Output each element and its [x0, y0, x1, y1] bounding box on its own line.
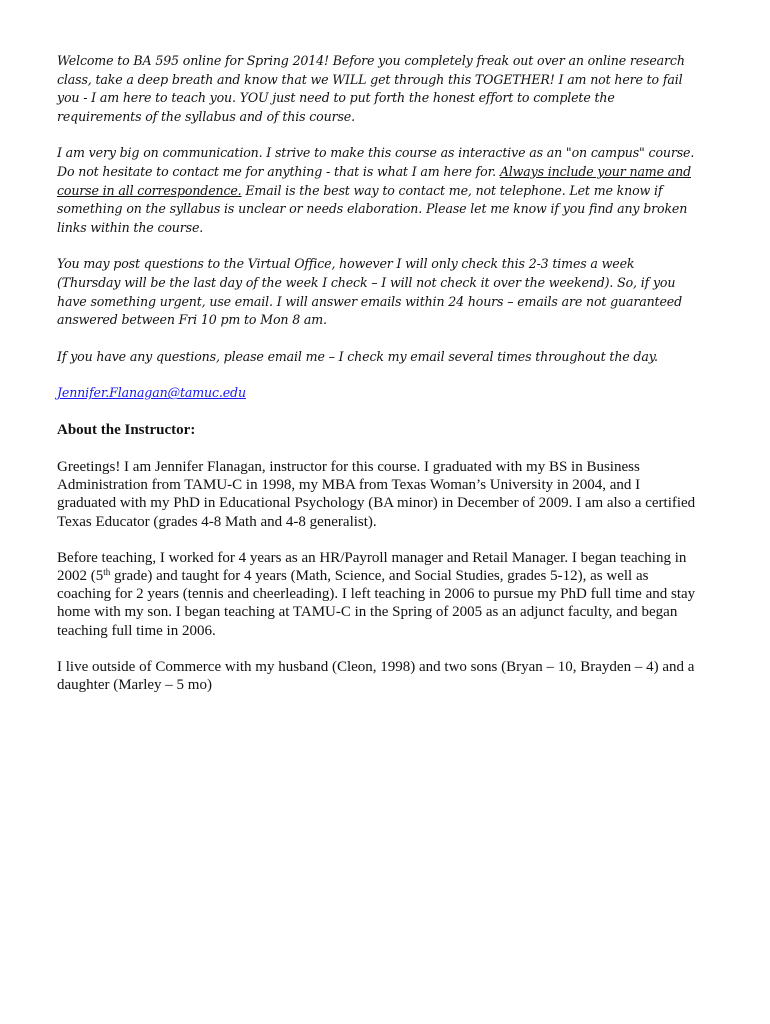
teaching-text-start: Before teaching, I worked for 4 years as an HR/Payroll manager and Retail Manager. I began teaching in 2002 (5 [57, 549, 687, 584]
communication-text-end: Email is the best way to contact me, not telephone. Let me know if something on the syllabus is unclear or needs elaboration. Please let me know if you find any broken links within the course. [57, 182, 688, 235]
communication-paragraph [57, 144, 697, 237]
ordinal-superscript: th [103, 566, 111, 577]
about-instructor-heading: About the Instructor: [57, 421, 196, 438]
instructor-email-link[interactable]: Jennifer.Flanagan@tamuc.edu [57, 385, 246, 401]
questions-paragraph: If you have any questions, please email me – I check my email several times throughout the day. [57, 348, 658, 364]
email-paragraph [57, 384, 697, 403]
welcome-paragraph: Welcome to BA 595 online for Spring 2014! Before you completely freak out over an online research class, take a deep breath and know that we WILL get through this TOGETHER! I am not here to fail you - I am here to teach you. YOU just need to put forth the honest effort to complete the requirements of the syllabus and of this course. [57, 53, 685, 124]
virtual-office-paragraph: You may post questions to the Virtual Office, however I will only check this 2-3 times a week (Thursday will be the last day of the week I check – I will not check it over the weekend). So, if you have something urgent, use email. I will answer emails within 24 hours – emails are not guaranteed answered between Fri 10 pm to Mon 8 am. [57, 256, 682, 328]
document-page [57, 52, 697, 712]
teaching-paragraph [57, 549, 697, 640]
teaching-text-end: grade) and taught for 4 years (Math, Science, and Social Studies, grades 5-12), as well as coaching for 2 years (tennis and cheerleading). I left teaching in 2006 to pursue my PhD full time and stay home with my son. I began teaching at TAMU-C in the Spring of 2005 as an adjunct faculty, and began teaching full time in 2006. [57, 567, 696, 639]
family-paragraph: I live outside of Commerce with my husband (Cleon, 1998) and two sons (Bryan – 10, Brayden – 4) and a daughter (Marley – 5 mo) [57, 658, 695, 693]
greetings-paragraph: Greetings! I am Jennifer Flanagan, instructor for this course. I graduated with my BS in Business Administration from TAMU-C in 1998, my MBA from Texas Woman’s University in 2004, and I graduated with my PhD in Educational Psychology (BA minor) in December of 2009. I am also a certified Texas Educator (grades 4-8 Math and 4-8 generalist). [57, 458, 696, 530]
communication-text-start: I am very big on communication. I strive to make this course as interactive as an "on campus" course. Do not hesitate to contact me for anything - that is what I am here for. [57, 145, 695, 179]
correspondence-underlined-text: Always include your name and course in all correspondence. [57, 163, 691, 198]
